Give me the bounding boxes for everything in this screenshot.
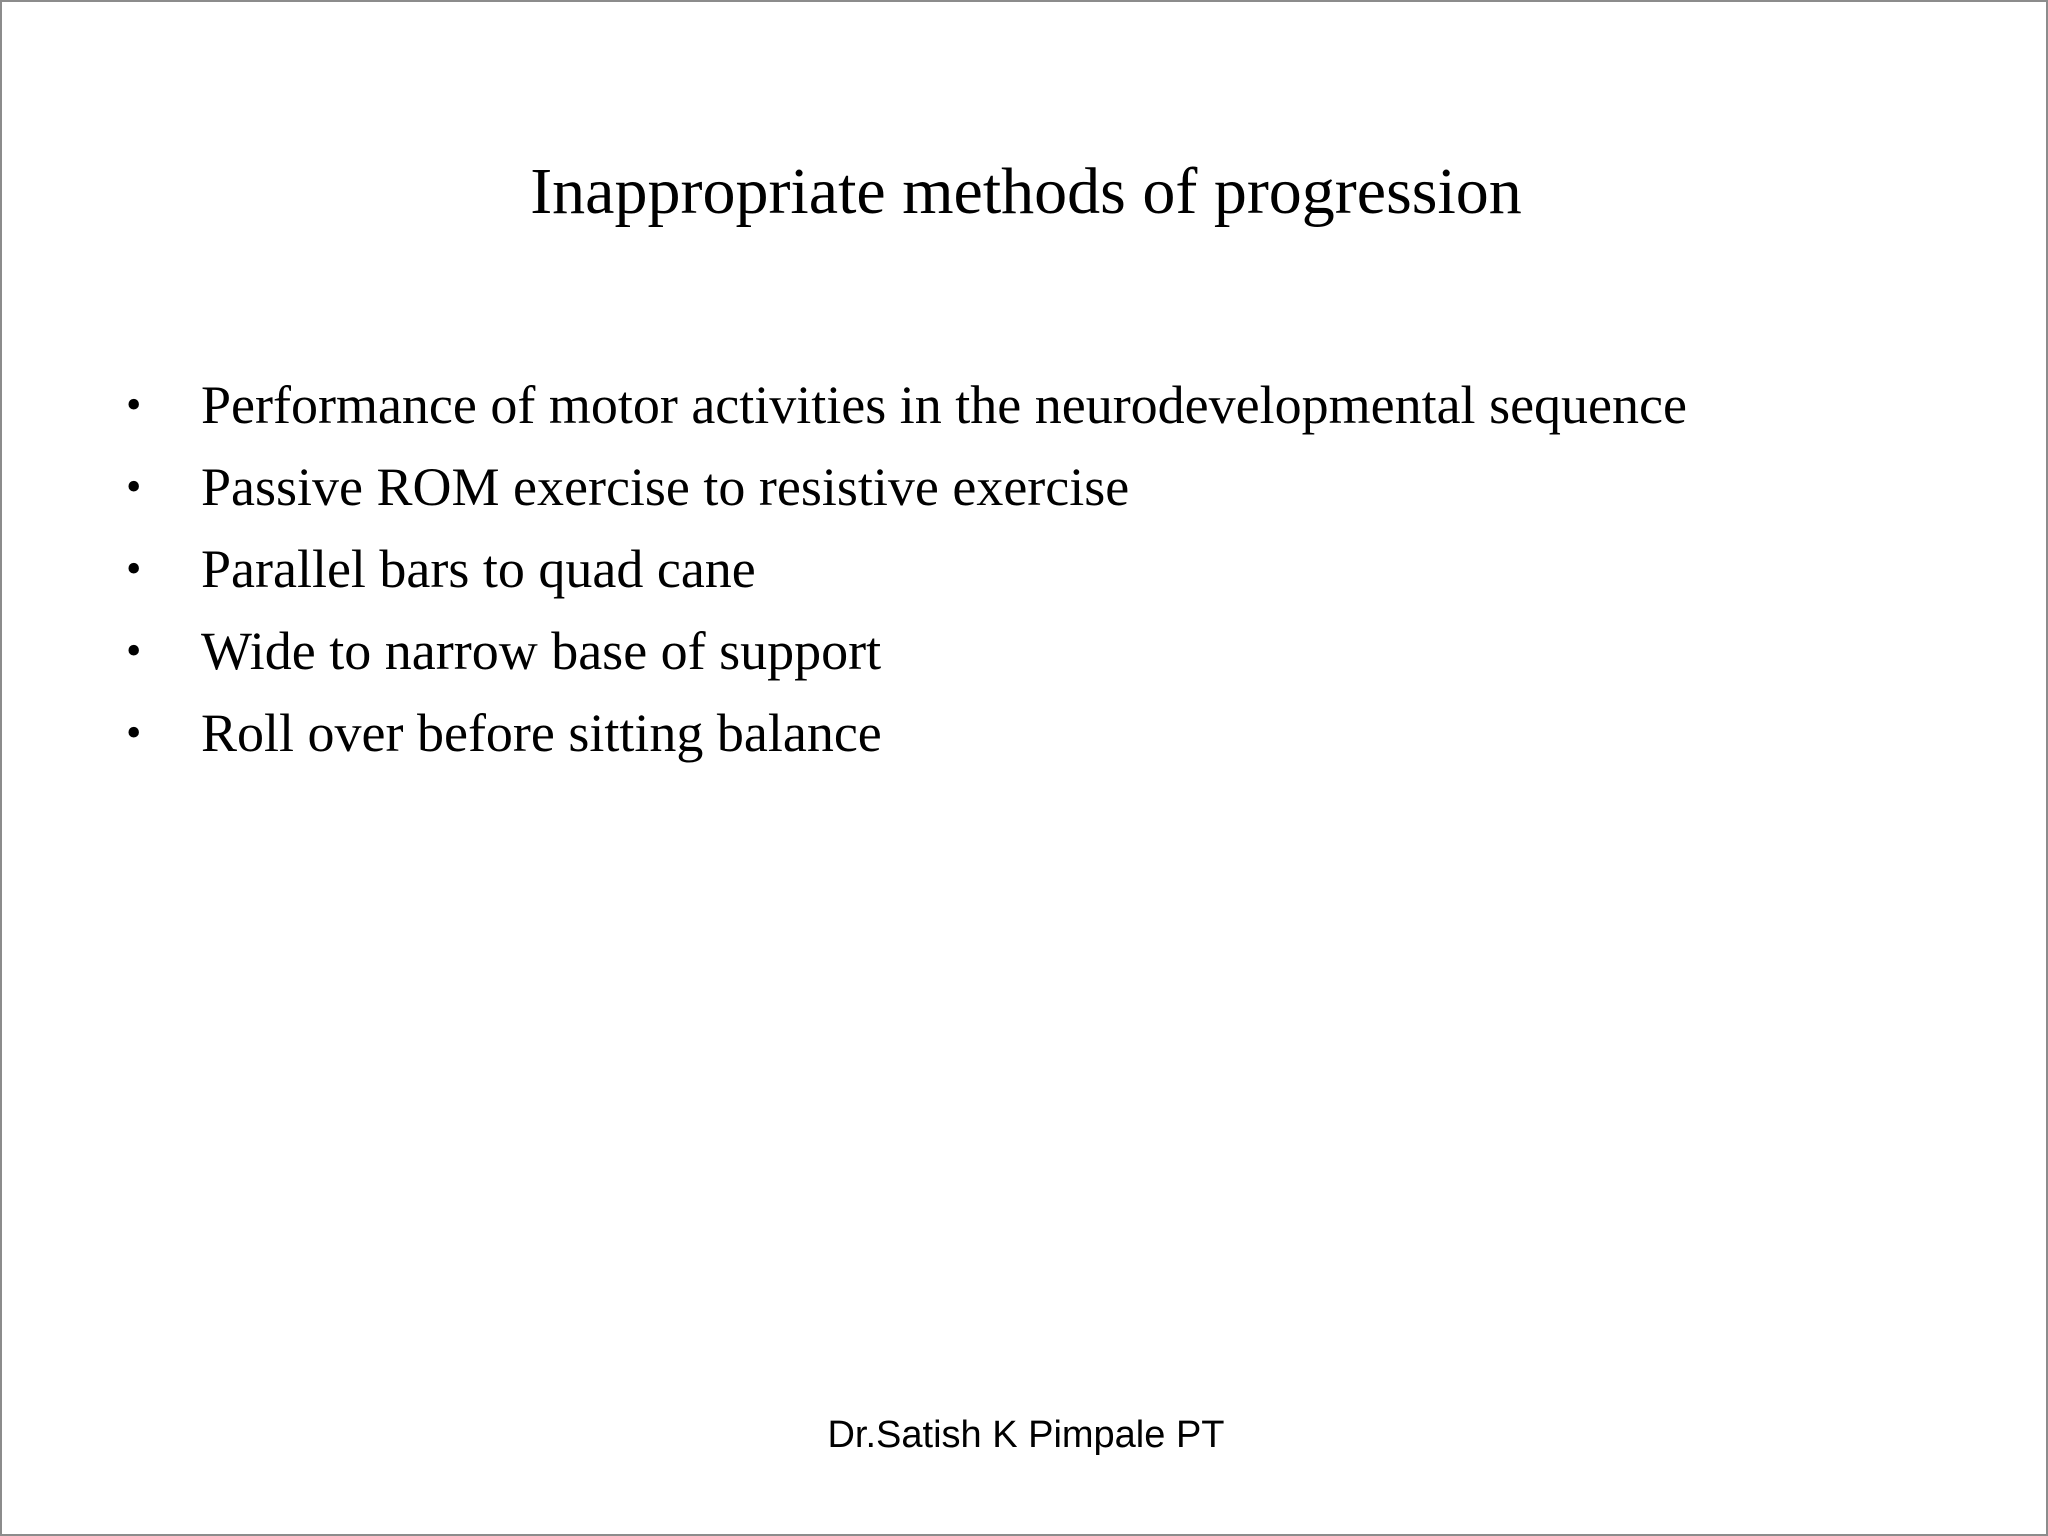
bullet-item [2,692,2048,774]
bullet-item [2,610,2048,692]
bullet-text: Passive ROM exercise to resistive exercise [201,457,1130,517]
bullet-text: Performance of motor activities in the neurodevelopmental sequence [201,375,1687,435]
slide-title: Inappropriate methods of progression [530,155,1522,228]
bullet-text: Wide to narrow base of support [201,621,882,681]
bullet-icon: • [126,462,142,511]
bullet-text: Parallel bars to quad cane [201,539,756,599]
bullet-item [2,364,2048,446]
bullet-text: Roll over before sitting balance [201,703,882,763]
bullet-item [2,528,2048,610]
bullet-icon: • [126,544,142,593]
bullet-icon: • [126,380,142,429]
bullet-icon: • [126,626,142,675]
slide-footer-author: Dr.Satish K Pimpale PT [827,1414,1225,1456]
bullet-icon: • [126,708,142,757]
bullet-item [2,446,2048,528]
bullet-list [2,364,2048,774]
